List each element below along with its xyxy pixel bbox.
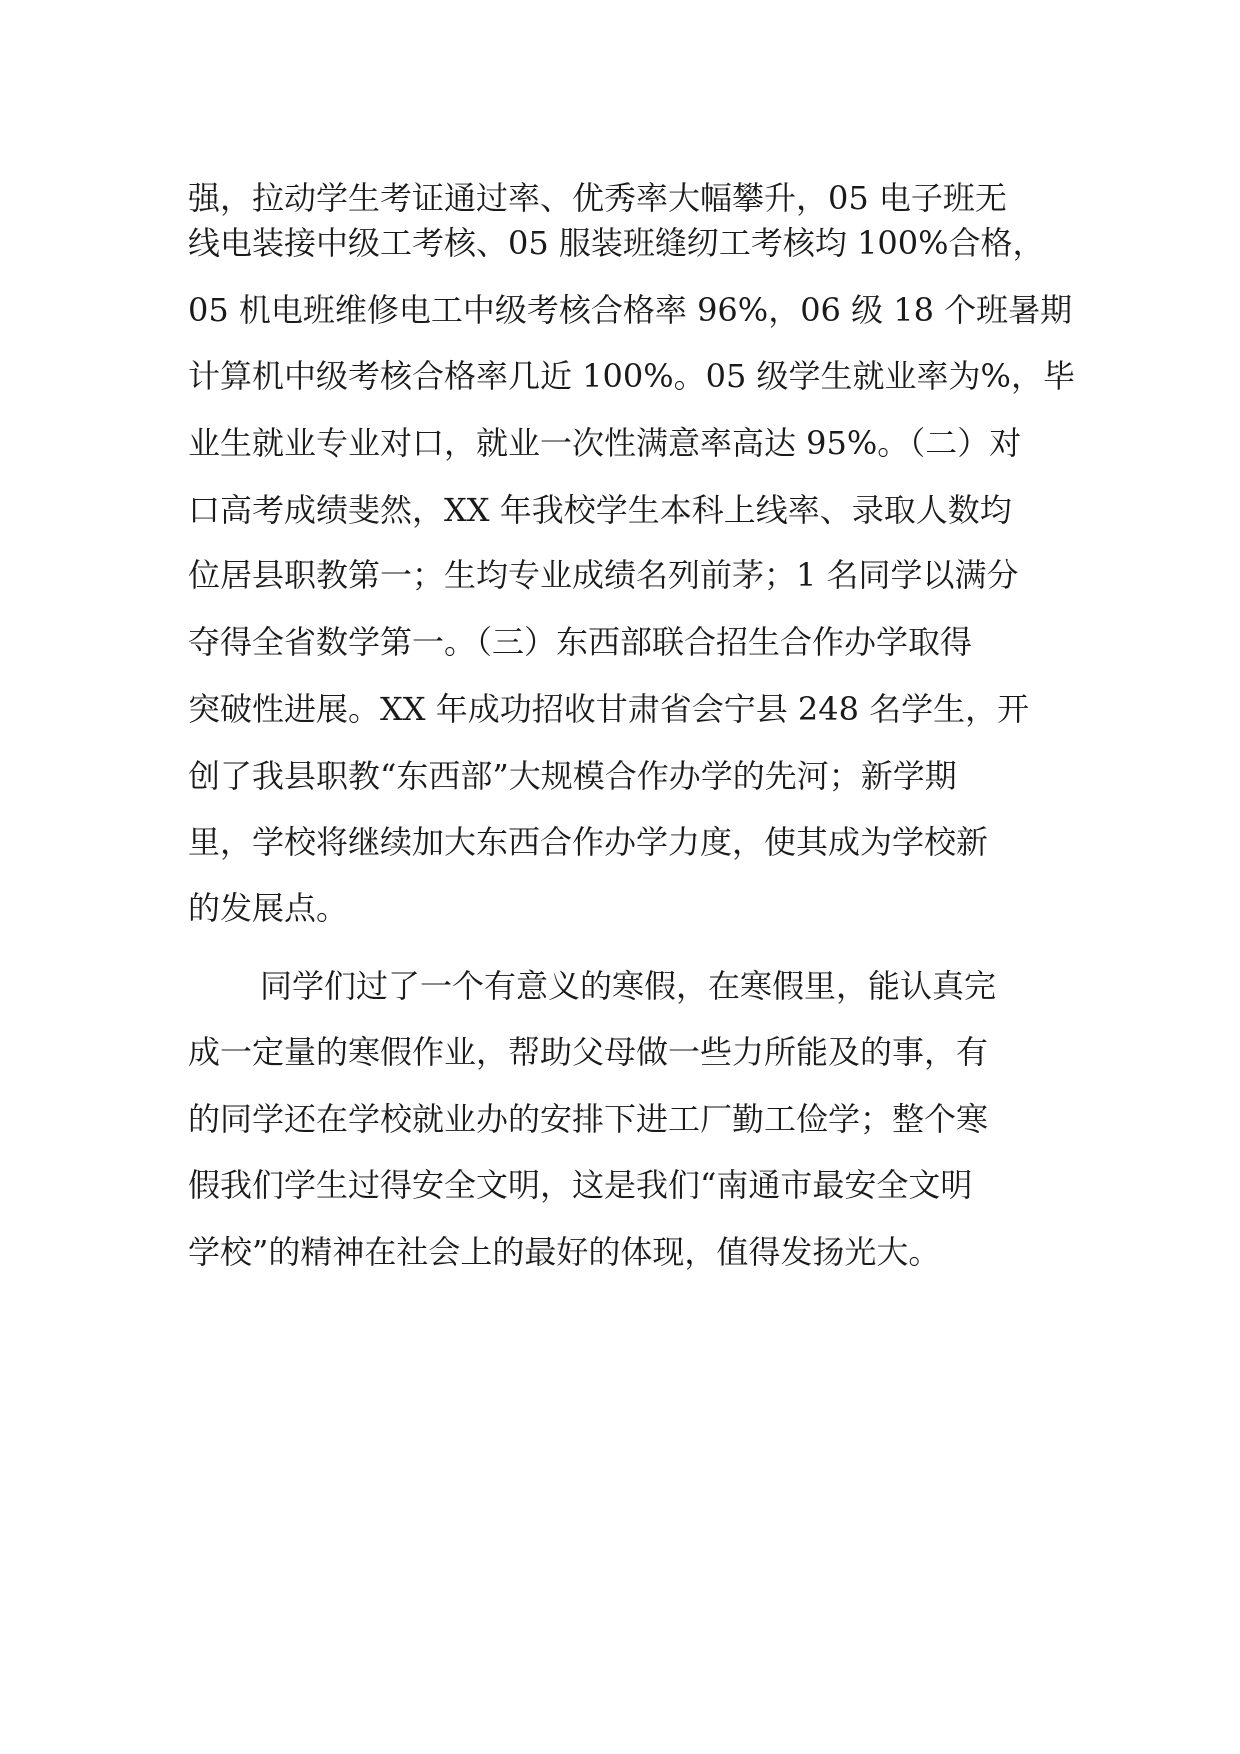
text-line: 夺得全省数学第一。（三）东西部联合招生合作办学取得 (188, 623, 973, 661)
text-line: 业生就业专业对口，就业一次性满意率高达 95%。（二）对 (188, 424, 1022, 462)
text-line: 05 机电班维修电工中级考核合格率 96%，06 级 18 个班暑期 (188, 291, 1073, 329)
text-line: 成一定量的寒假作业，帮助父母做一些力所能及的事，有 (188, 1033, 989, 1071)
text-line: 计算机中级考核合格率几近 100%。05 级学生就业率为%，毕 (188, 357, 1075, 395)
text-line: 学校”的精神在社会上的最好的体现，值得发扬光大。 (188, 1233, 941, 1271)
text-line: 位居县职教第一；生均专业成绩名列前茅；1 名同学以满分 (188, 556, 1019, 594)
text-line: 里，学校将继续加大东西合作办学力度，使其成为学校新 (188, 823, 989, 861)
text-line: 假我们学生过得安全文明，这是我们“南通市最安全文明 (188, 1166, 973, 1204)
text-line: 的同学还在学校就业办的安排下进工厂勤工俭学；整个寒 (188, 1100, 989, 1138)
text-line: 同学们过了一个有意义的寒假，在寒假里，能认真完 (260, 967, 997, 1005)
text-line: 口高考成绩斐然，XX 年我校学生本科上线率、录取人数均 (188, 491, 1012, 529)
text-line: 突破性进展。XX 年成功招收甘肃省会宁县 248 名学生，开 (188, 690, 1030, 728)
text-line: 线电装接中级工考核、05 服装班缝纫工考核均 100%合格， (188, 224, 1045, 262)
text-line: 强，拉动学生考证通过率、优秀率大幅攀升，05 电子班无 (188, 179, 1007, 217)
text-line: 的发展点。 (188, 889, 349, 927)
text-line: 创了我县职教“东西部”大规模合作办学的先河；新学期 (188, 757, 957, 795)
